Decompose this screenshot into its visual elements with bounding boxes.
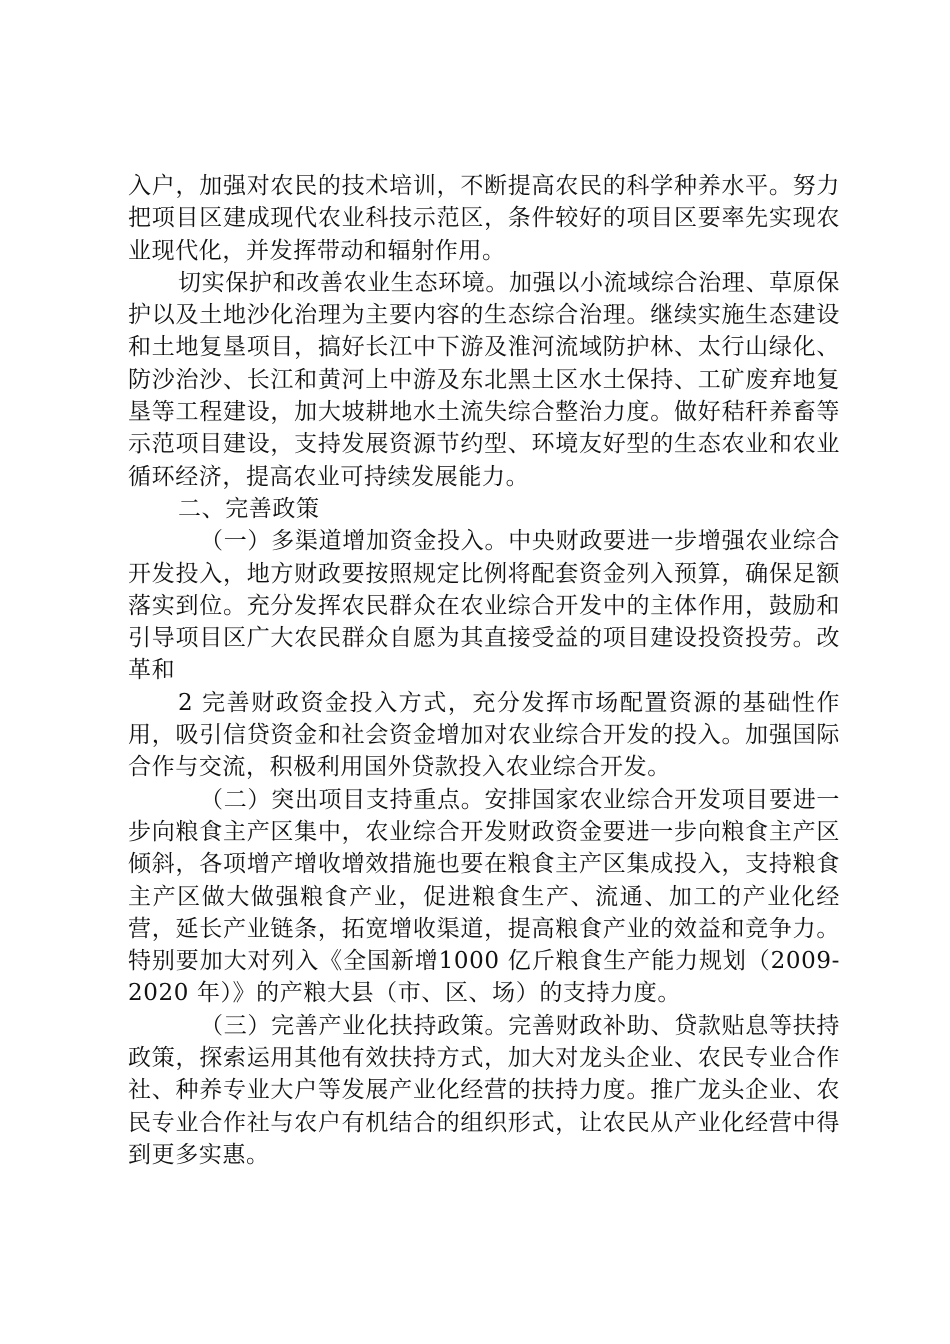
paragraph-project-support-focus: （二）突出项目支持重点。安排国家农业综合开发项目要进一步向粮食主产区集中，农业综合开发财政资金要进一步向粮食主产区倾斜，各项增产增收增效措施也要在粮食主产区集成投入，支持粮食主产区做大做强粮食产业，促进粮食生产、流通、加工的产业化经营，延长产业链条，拓宽增收渠道，提高粮食产业的效益和竞争力。特别要加大对列入《全国新增1000 亿斤粮食生产能力规划（2009-2020 年）》的产粮大县（市、区、场）的支持力度。	[128, 786, 840, 1007]
document-body	[128, 170, 840, 1171]
paragraph-industrialization-support: （三）完善产业化扶持政策。完善财政补助、贷款贴息等扶持政策，探索运用其他有效扶持方式，加大对龙头企业、农民专业合作社、种养专业大户等发展产业化经营的扶持力度。推广龙头企业、农民专业合作社与农户有机结合的组织形式，让农民从产业化经营中得到更多实惠。	[128, 1012, 840, 1168]
paragraph-training-demonstration: 入户，加强对农民的技术培训，不断提高农民的科学种养水平。努力把项目区建成现代农业科技示范区，条件较好的项目区要率先实现农业现代化，并发挥带动和辐射作用。	[128, 173, 840, 264]
paragraph-increase-funding: （一）多渠道增加资金投入。中央财政要进一步增强农业综合开发投入，地方财政要按照规定比例将配套资金列入预算，确保足额落实到位。充分发挥农民群众在农业综合开发中的主体作用，鼓励和引导项目区广大农民群众自愿为其直接受益的项目建设投资投劳。改革和	[128, 528, 840, 684]
paragraph-fiscal-investment-method: 2 完善财政资金投入方式，充分发挥市场配置资源的基础性作用，吸引信贷资金和社会资金增加对农业综合开发的投入。加强国际合作与交流，积极利用国外贷款投入农业综合开发。	[128, 689, 840, 781]
paragraph-ecological-environment: 切实保护和改善农业生态环境。加强以小流域综合治理、草原保护以及土地沙化治理为主要内容的生态综合治理。继续实施生态建设和土地复垦项目，搞好长江中下游及淮河流域防护林、太行山绿化、防沙治沙、长江和黄河上中游及东北黑土区水土保持、工矿废弃地复垦等工程建设，加大坡耕地水土流失综合整治力度。做好秸秆养畜等示范项目建设，支持发展资源节约型、环境友好型的生态农业和农业循环经济，提高农业可持续发展能力。	[128, 269, 840, 490]
section-heading-improve-policy: 二、完善政策	[178, 495, 320, 522]
